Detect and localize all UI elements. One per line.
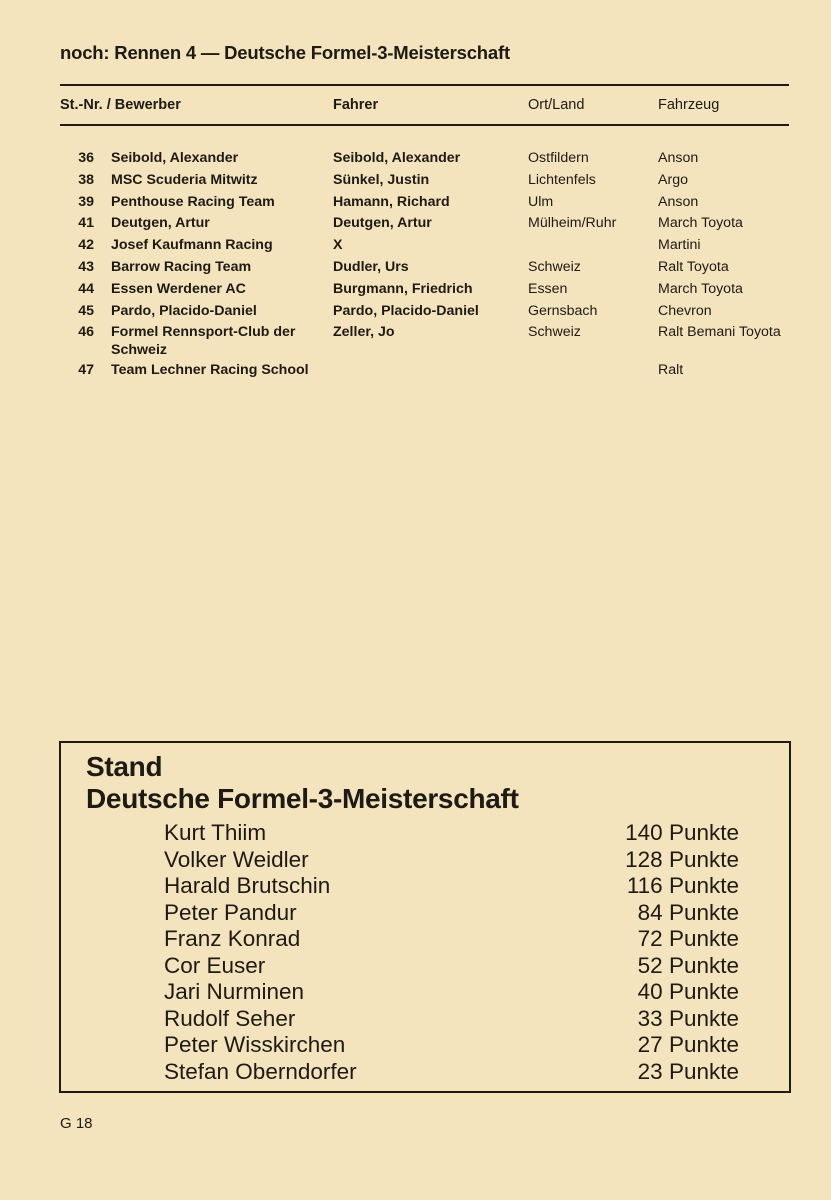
entry-fahrzeug: Ralt [658,362,684,379]
entry-ort: Ulm [528,193,554,210]
entry-row [0,360,831,382]
entry-bewerber: Deutgen, Artur [111,215,210,232]
entry-fahrzeug: Ralt Bemani Toyota [658,324,781,341]
entry-bewerber: Formel Rennsport-Club der Schweiz [111,324,296,358]
entry-fahrzeug: March Toyota [658,215,743,232]
column-header-ort: Ort/Land [528,97,585,113]
entry-fahrzeug: Ralt Toyota [658,258,729,275]
entry-bewerber: Penthouse Racing Team [111,193,275,210]
entry-ort: Essen [528,280,568,297]
driver-points: 72 Punkte [637,926,739,951]
page-heading: noch: Rennen 4 — Deutsche Formel-3-Meisterschaft [60,42,510,63]
driver-points: 23 Punkte [637,1058,739,1084]
entry-bewerber: Josef Kaufmann Racing [111,237,273,254]
entry-fahrzeug: March Toyota [658,280,743,297]
entry-fahrzeug: Argo [658,171,688,188]
entry-row [0,322,831,360]
driver-name: Volker Weidler [164,846,309,872]
driver-points: 84 Punkte [637,899,739,925]
entry-row [0,235,831,257]
entry-fahrzeug: Anson [658,193,699,210]
entry-fahrer: Dudler, Urs [333,258,409,275]
standings-list [61,820,789,1085]
entry-fahrer: Zeller, Jo [333,324,395,341]
column-header-fahrzeug: Fahrzeug [658,97,720,113]
page-number: G 18 [60,1115,93,1132]
entry-fahrer: Burgmann, Friedrich [333,280,473,297]
entry-row [0,257,831,279]
driver-name: Kurt Thiim [164,820,267,845]
entry-number: 41 [78,215,94,232]
entry-fahrzeug: Anson [658,150,699,166]
standings-row [61,926,789,953]
driver-points: 40 Punkte [637,979,739,1004]
driver-points: 52 Punkte [637,952,739,978]
entry-fahrer: Seibold, Alexander [333,150,461,166]
driver-points: 116 Punkte [626,873,739,898]
entry-bewerber: Essen Werdener AC [111,280,246,297]
entry-bewerber: Pardo, Placido-Daniel [111,302,257,319]
driver-points: 128 Punkte [625,846,739,872]
driver-name: Franz Konrad [164,926,301,951]
top-rule [60,84,789,86]
driver-points: 33 Punkte [637,1005,739,1031]
entry-number: 42 [78,237,94,254]
standings-row [61,873,789,900]
standings-row [61,900,789,927]
entry-fahrer: Sünkel, Justin [333,171,430,188]
entry-fahrzeug: Martini [658,237,701,254]
entry-number: 43 [78,258,94,275]
entry-row [0,170,831,192]
entry-number: 39 [78,193,94,210]
entry-number: 38 [78,171,94,188]
driver-points: 27 Punkte [637,1032,739,1057]
driver-name: Peter Pandur [164,899,297,925]
standings-title: Stand [86,751,163,782]
entry-bewerber: MSC Scuderia Mitwitz [111,171,258,188]
entry-list [0,148,831,382]
entry-bewerber: Team Lechner Racing School [111,362,309,379]
driver-name: Cor Euser [164,952,266,978]
entry-number: 36 [78,150,94,166]
entry-number: 46 [78,324,94,341]
entry-bewerber: Barrow Racing Team [111,258,252,275]
column-header-bewerber: St.-Nr. / Bewerber [60,97,181,113]
standings-row [61,1032,789,1059]
entry-ort: Lichtenfels [528,171,596,188]
standings-row [61,953,789,980]
entry-ort: Schweiz [528,324,581,341]
entry-fahrer: Pardo, Placido-Daniel [333,302,479,319]
entry-ort: Mülheim/Ruhr [528,215,617,232]
driver-name: Harald Brutschin [164,873,331,898]
entry-row [0,148,831,170]
entry-fahrer: Deutgen, Artur [333,215,432,232]
entry-ort: Gernsbach [528,302,598,319]
entry-fahrer: Hamann, Richard [333,193,450,210]
standings-row [61,820,789,847]
standings-row [61,1006,789,1033]
entry-fahrer: X [333,237,343,254]
driver-name: Jari Nurminen [164,979,305,1004]
entry-number: 45 [78,302,94,319]
driver-name: Stefan Oberndorfer [164,1058,357,1084]
entry-fahrzeug: Chevron [658,302,712,319]
entry-row [0,279,831,301]
column-header-fahrer: Fahrer [333,97,379,113]
standings-box [59,741,791,1093]
standings-row [61,979,789,1006]
entry-ort: Ostfildern [528,150,589,166]
entry-row [0,301,831,323]
header-rule [60,124,789,126]
entry-bewerber: Seibold, Alexander [111,150,239,166]
driver-name: Rudolf Seher [164,1005,296,1031]
entry-number: 44 [78,280,94,297]
standings-row [61,847,789,874]
entry-ort: Schweiz [528,258,581,275]
driver-name: Peter Wisskirchen [164,1032,346,1057]
standings-row [61,1059,789,1086]
driver-points: 140 Punkte [625,820,739,845]
entry-row [0,192,831,214]
standings-subtitle: Deutsche Formel-3-Meisterschaft [86,783,519,814]
entry-row [0,213,831,235]
entry-number: 47 [78,362,94,379]
